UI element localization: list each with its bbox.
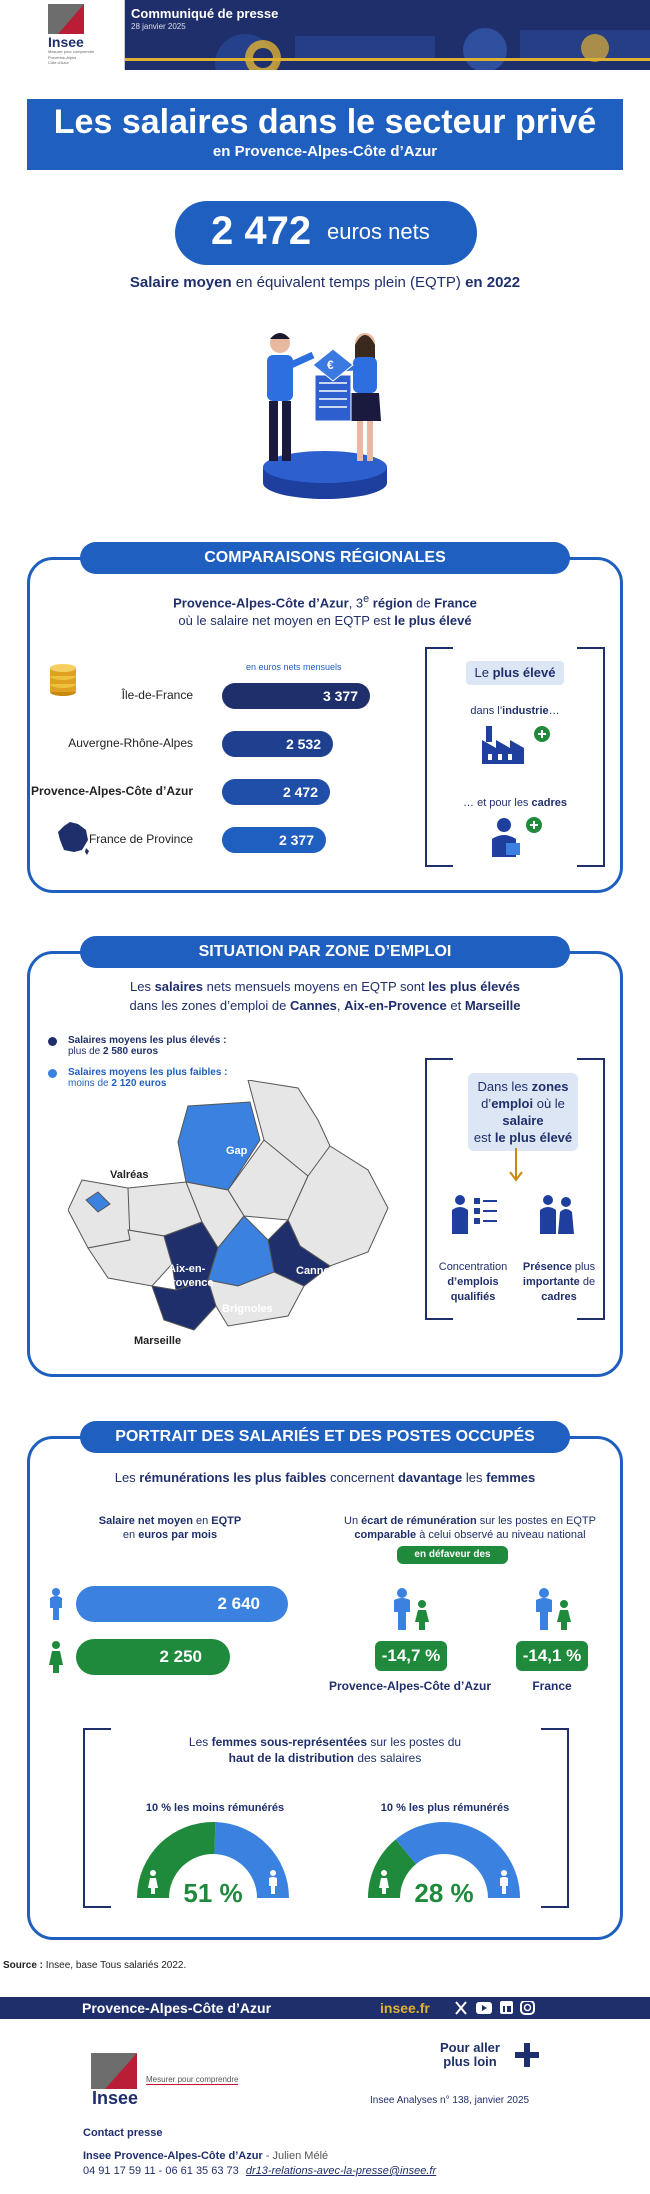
men-salary-value: 2 640 [217,1594,260,1613]
footer-region: Provence-Alpes-Côte d’Azur [82,2000,272,2016]
uc-a: Les [188,1735,212,1749]
salary-caption [60,1514,280,1542]
map-label-marseille: Marseille [134,1335,182,1347]
dist-bracket-bl [83,1906,111,1908]
kpi-unit: euros nets [327,219,430,244]
unit-note: en euros nets mensuels [246,662,342,672]
sc-c: EQTP [211,1515,242,1527]
sc-a: Salaire net moyen [98,1515,193,1527]
zone-west [68,1180,130,1248]
region-value: 2 532 [285,736,321,752]
intro-france: France [434,595,477,611]
bracket-tr [577,647,605,649]
executive-icon [486,815,546,859]
contact-phone: 04 91 17 59 11 - 06 61 35 63 73 [83,2165,239,2177]
map-label-aix-2: Provence [164,1277,214,1289]
svg-text:€: € [327,358,334,372]
zone-bracket-left [425,1058,427,1320]
map-label-valreas: Valréas [110,1169,149,1181]
header [0,0,650,70]
x-icon[interactable] [456,2002,466,2014]
contact-email-link[interactable]: dr13-relations-avec-la-presse@insee.fr [245,2165,437,2177]
instagram-icon[interactable] [521,2001,534,2014]
gap-paca-value: -14,7 % [375,1641,447,1671]
zi-e: dans les zones d’emploi de [129,998,290,1013]
legend-high-a: plus de [68,1046,104,1057]
high-decile-women-pct: 28 % [414,1878,474,1908]
gap-france-label: France [532,1679,572,1693]
kpi-value: 2 472 [211,209,312,253]
factory-icon [478,722,554,766]
contact-person: - Julien Mélé [262,2150,329,2162]
zc-a: Dans les [477,1079,532,1094]
pi-b: rémunérations les plus faibles [139,1470,327,1485]
header-accent-line [125,58,650,61]
map-label-gap: Gap [226,1145,248,1157]
section-portrait-heading: PORTRAIT DES SALARIÉS ET DES POSTES OCCUPÉS [80,1421,570,1453]
gc-c: sur les postes en EQTP [476,1515,596,1527]
header-title: Communiqué de presse [131,6,279,21]
zi-cannes: Cannes [289,998,337,1013]
industry-label [440,705,590,717]
gap-france-value: -14,1 % [516,1641,588,1671]
logo-tagline: Mesurer pour comprendre [48,49,95,54]
kpi-caption-mid: en équivalent temps plein (EQTP) [231,274,466,291]
region-bar [222,731,333,757]
dist-bracket-tl [83,1728,111,1730]
region-value: 3 377 [322,688,358,704]
men-salary-bar [76,1586,288,1622]
dist-bracket-right [567,1728,569,1908]
zc-e: où le [533,1096,565,1111]
pres-b: plus [571,1261,596,1273]
intro-highest: le plus élevé [394,613,472,629]
zone-intro [27,977,623,1015]
low-decile-gauge [133,1818,293,1908]
pres-e: cadres [541,1291,577,1303]
title-banner [27,99,623,170]
zc-g: est [473,1130,495,1145]
sc-e: euros par mois [138,1529,218,1541]
intro-region: Provence-Alpes-Côte d’Azur [173,595,349,611]
pi-e: les [462,1470,487,1485]
uc-b: femmes sous-représentées [211,1735,368,1749]
gap-paca-label: Provence-Alpes-Côte d’Azur [328,1679,492,1693]
footer-logo-text: Insee [92,2088,139,2108]
more-link[interactable] [440,2041,500,2069]
concentration-label [428,1260,518,1305]
footer-site-link[interactable]: insee.fr [380,2000,430,2016]
uc-d: haut de la distribution [228,1751,354,1765]
more-line-2: plus loin [443,2054,497,2069]
zc-f: salaire [502,1113,544,1128]
pres-c: importante [522,1276,580,1288]
legend-high-dot [48,1037,57,1046]
linkedin-icon[interactable] [500,2001,513,2014]
gap-caption [320,1514,620,1542]
highest-a: Le [474,665,493,680]
contact-title: Contact presse [83,2127,163,2139]
footer-publication: Insee Analyses n° 138, janvier 2025 [370,2095,530,2106]
insee-logo-mark [48,4,84,34]
pi-c: concernent [326,1470,398,1485]
intro-de: de [412,595,435,611]
contact-org [83,2150,328,2162]
source-text: Insee, base Tous salariés 2022. [43,1960,187,1971]
gender-pair-icon-paca [390,1588,434,1632]
low-decile-women-pct: 51 % [183,1878,243,1908]
sc-b: en [192,1515,212,1527]
kpi-caption-year: en 2022 [465,274,521,291]
zi-et: et [446,998,465,1013]
zi-marseille: Marseille [464,998,521,1013]
uc-c: sur les postes du [367,1735,462,1749]
qualified-jobs-icon [450,1194,500,1236]
region-bar [222,683,370,709]
zi-a: Les [130,979,155,994]
gc-d: comparable [354,1529,417,1541]
gap-badge: en défaveur des femmes [397,1546,508,1564]
map-label-cannes: Cannes [296,1265,336,1277]
dist-bracket-tr [541,1728,569,1730]
kpi-caption [0,274,650,291]
women-salary-bar [76,1639,230,1675]
contact-line [83,2165,436,2177]
page-title: Les salaires dans le secteur privé [53,103,597,141]
zc-c: d’ [481,1096,492,1111]
footer-insee-logo-mark [91,2053,137,2089]
page-subtitle: en Provence-Alpes-Côte d’Azur [212,143,438,160]
woman-icon [48,1641,64,1673]
underrep-caption [120,1734,530,1766]
legend-low-a: moins de [68,1078,112,1089]
women-salary-value: 2 250 [159,1647,202,1666]
gc-e: à celui observé au niveau national [416,1529,586,1541]
industry-c: … [548,705,560,717]
zi-b: salaires [154,979,204,994]
bracket-br [577,865,605,867]
legend-low-b: 2 120 euros [111,1078,167,1089]
zi-aix: Aix-en-Provence [344,998,447,1013]
salary-illustration [235,325,415,510]
logo-region: Provence-Alpes [48,55,77,60]
map-label-brignoles: Brignoles [222,1303,273,1315]
insee-logo [0,0,125,70]
high-decile-title: 10 % les plus rémunérés [380,1802,510,1814]
plus-icon[interactable] [515,2043,539,2067]
dist-bracket-br [541,1906,569,1908]
logo-text: Insee [48,34,84,50]
paca-zone-map [68,1080,398,1350]
zi-d: les plus élevés [428,979,520,994]
legend-low-title: Salaires moyens les plus faibles : [68,1067,228,1078]
bracket-tl [425,647,453,649]
cadres-label [440,797,590,809]
region-label: Auvergne-Rhône-Alpes [68,736,193,750]
intro-rank: région [369,595,413,611]
sc-d: en [122,1529,139,1541]
legend-high-title: Salaires moyens les plus élevés : [68,1035,227,1046]
uc-e: des salaires [353,1751,422,1765]
legend-low-dot [48,1069,57,1078]
footer-tagline: Mesurer pour comprendre [146,2075,239,2084]
section-zone-heading: SITUATION PAR ZONE D’EMPLOI [80,936,570,968]
highest-b: plus élevé [492,665,556,680]
region-label: Île-de-France [121,688,193,702]
zi-c: nets mensuels moyens en EQTP sont [203,979,429,994]
conc-a: Concentration [438,1261,508,1273]
gender-pair-icon-france [532,1588,576,1632]
cadres-a: … et pour les [463,797,532,809]
footer-band [0,1997,650,2019]
regional-intro [27,590,623,630]
map-label-aix-1: Aix-en- [168,1263,206,1275]
low-decile-title: 10 % les moins rémunérés [145,1802,285,1814]
legend-high [48,1035,226,1057]
region-bar [222,827,326,853]
cadres-b: cadres [531,797,567,809]
pres-a: Présence [522,1261,572,1273]
region-bar [222,779,330,805]
region-value: 2 472 [282,784,318,800]
man-icon [48,1588,64,1620]
presence-label [514,1260,604,1305]
conc-c: qualifiés [450,1291,496,1303]
zc-d: emploi [491,1096,534,1111]
zone-bracket-tl [425,1058,453,1060]
kpi-caption-bold: Salaire moyen [129,274,232,291]
zone-bracket-bl [425,1318,453,1320]
social-icons [454,2001,544,2015]
pi-f: femmes [486,1470,536,1485]
header-band [125,0,650,70]
portrait-intro [27,1470,623,1485]
gc-b: écart de rémunération [361,1515,477,1527]
zone-bracket-br [577,1318,605,1320]
industry-b: industrie [502,705,549,717]
contact-org-name: Insee Provence-Alpes-Côte d’Azur [83,2150,263,2162]
high-decile-gauge [364,1818,524,1908]
conc-b: d’emplois [447,1276,499,1288]
dist-bracket-left [83,1728,85,1908]
down-arrow-icon [508,1148,524,1184]
header-date: 28 janvier 2025 [131,22,186,31]
source-label: Source : [3,1960,44,1971]
region-label: France de Province [88,832,193,846]
intro-sup: e [363,593,370,605]
gc-a: Un [344,1515,362,1527]
bracket-bl [425,865,453,867]
kpi-badge [175,201,477,265]
logo-region-2: Côte d'Azur [48,60,69,65]
industry-a: dans l’ [470,705,503,717]
executives-icon [536,1194,576,1236]
zones-callout [468,1073,578,1151]
zi-comma: , [336,998,345,1013]
zone-bracket-tr [577,1058,605,1060]
intro-comma: , 3 [348,595,364,611]
highest-badge [466,661,564,685]
pi-d: davantage [397,1470,463,1485]
legend-high-b: 2 580 euros [103,1046,159,1057]
section-regional-heading: COMPARAISONS RÉGIONALES [80,542,570,574]
zc-h: le plus élevé [494,1130,573,1145]
youtube-icon[interactable] [476,2002,492,2014]
pi-a: Les [114,1470,140,1485]
region-label: Provence-Alpes-Côte d’Azur [30,784,193,798]
zc-b: zones [531,1079,569,1094]
intro-line2: où le salaire net moyen en EQTP est [178,613,395,629]
pres-d: de [579,1276,596,1288]
region-value: 2 377 [278,832,314,848]
source-note [3,1960,186,1971]
more-line-1: Pour aller [440,2040,500,2055]
